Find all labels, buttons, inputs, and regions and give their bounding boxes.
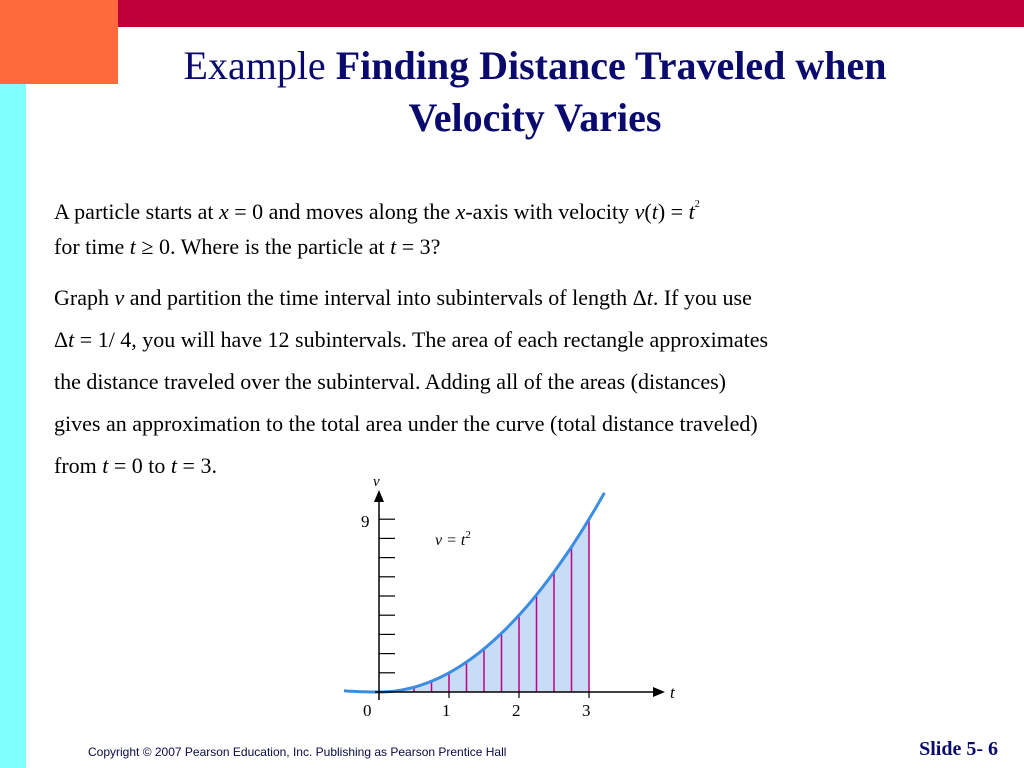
y-ticks xyxy=(379,519,395,673)
text: A particle starts at xyxy=(54,199,219,224)
text: = 3? xyxy=(396,234,441,259)
side-accent-bar xyxy=(0,84,26,768)
var-t: t xyxy=(102,453,109,478)
text: Graph xyxy=(54,285,115,310)
title-prefix: Example xyxy=(183,43,336,88)
y-axis-label: v xyxy=(373,474,380,490)
paragraph2-line3: the distance traveled over the subinterval. Adding all of the areas (distances) xyxy=(54,369,726,394)
x-tick-label-2: 2 xyxy=(512,701,521,720)
text: = 1/ 4, you will have 12 subintervals. The area of each rectangle approximates xyxy=(74,327,769,352)
title-bold-line1: Finding Distance Traveled when xyxy=(335,43,887,88)
y-tick-label-9: 9 xyxy=(361,512,370,531)
slide-number: Slide 5- 6 xyxy=(919,738,998,760)
text: = 3. xyxy=(177,453,217,478)
paragraph1-line2 xyxy=(54,226,994,268)
top-accent-bar xyxy=(118,0,1024,27)
title-bold-line2: Velocity Varies xyxy=(408,95,662,140)
var-t: t xyxy=(646,285,653,310)
text: and partition the time interval into subintervals of length Δ xyxy=(124,285,647,310)
text: -axis with velocity xyxy=(465,199,635,224)
curve-label-text: v = t xyxy=(435,532,466,549)
var-x: x xyxy=(218,199,229,224)
var-v: v xyxy=(114,285,125,310)
var-t: t xyxy=(129,234,136,259)
x-ticks xyxy=(449,692,589,698)
text: ( xyxy=(644,199,652,224)
x-tick-label-3: 3 xyxy=(582,701,591,720)
corner-accent-block xyxy=(0,0,118,84)
text: for time xyxy=(54,234,130,259)
text: . If you use xyxy=(652,285,752,310)
paragraph2-line1 xyxy=(54,277,994,319)
y-axis-arrow-icon xyxy=(374,490,384,502)
x-axis-label: t xyxy=(670,683,675,702)
curve-label-exponent: 2 xyxy=(465,529,471,541)
copyright-text: Copyright © 2007 Pearson Education, Inc. Publishing as Pearson Prentice Hall xyxy=(88,745,507,759)
paragraph2-line2 xyxy=(54,319,994,361)
text: ) = xyxy=(657,199,689,224)
var-x: x xyxy=(455,199,466,224)
text: = 0 to xyxy=(108,453,171,478)
text: = 0 and moves along the xyxy=(228,199,456,224)
slide-title xyxy=(130,40,940,144)
text: ≥ 0. Where is the particle at xyxy=(135,234,391,259)
exponent: 2 xyxy=(694,199,700,210)
curve-label xyxy=(435,529,471,549)
text: Δ xyxy=(54,327,69,352)
velocity-graph xyxy=(335,470,685,730)
var-v: v xyxy=(634,199,645,224)
var-t: t xyxy=(170,453,178,478)
x-tick-label-1: 1 xyxy=(442,701,451,720)
text: from xyxy=(54,453,103,478)
var-t: t xyxy=(390,234,397,259)
var-t: t xyxy=(651,199,658,224)
paragraph2-line4: gives an approximation to the total area under the curve (total distance traveled) xyxy=(54,411,758,436)
var-t: t xyxy=(688,199,695,224)
x-axis-arrow-icon xyxy=(653,687,665,697)
var-t: t xyxy=(68,327,75,352)
x-tick-label-0: 0 xyxy=(363,701,372,720)
